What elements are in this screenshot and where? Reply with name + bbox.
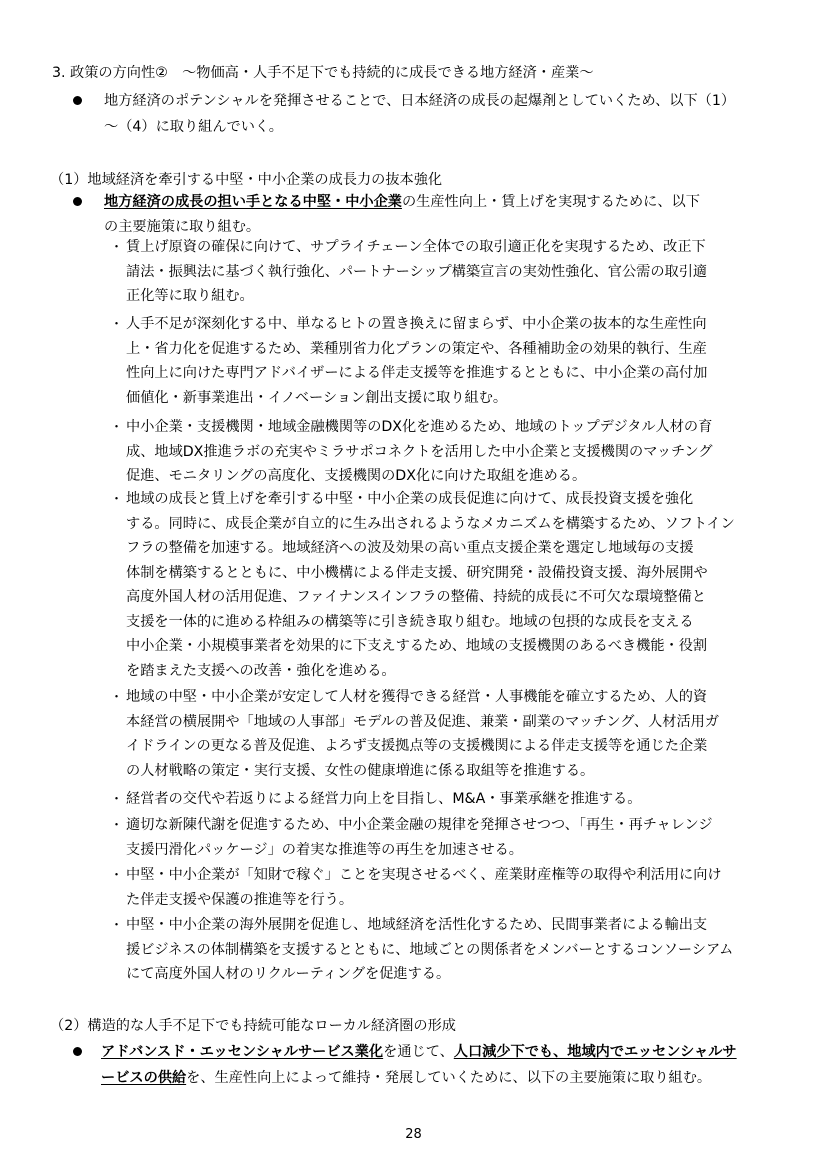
list-item-line: 支援円滑化パッケージ」の着実な推進等の再生を加速させる。 — [126, 841, 523, 858]
section-2-lead-line-2 — [101, 1071, 711, 1085]
list-item-line: 中堅・中小企業の海外展開を促進し、地域経済を活性化するため、民間事業者による輸出支 — [126, 917, 708, 933]
list-item-line: 体制を構築するとともに、中小機構による伴走支援、研究開発・設備投資支援、海外展開や — [126, 564, 708, 581]
bullet-circle-icon — [73, 197, 82, 206]
list-item-line: 中小企業・支援機関・地域金融機関等のDX化を進めるため、地域のトップデジタル人材の育 — [126, 419, 713, 435]
sub-bullet-icon: ・ — [110, 492, 124, 507]
list-item-line: 地域の中堅・中小企業が安定して人材を獲得できる経営・人事機能を確立するため、人的資 — [126, 689, 708, 705]
list-item-line: を踏まえた支援への改善・強化を進める。 — [126, 662, 396, 679]
list-item-line: の人材戦略の策定・実行支援、女性の健康増進に係る取組等を推進する。 — [126, 762, 595, 779]
emphasis-text: 地方経済の成長の担い手となる中堅・中小企業 — [104, 194, 402, 210]
sub-bullet-icon: ・ — [110, 420, 124, 435]
lead-text: を、生産性向上によって維持・発展していくために、以下の主要施策に取り組む。 — [186, 1070, 712, 1086]
list-item-line: 賃上げ原資の確保に向けて、サプライチェーン全体での取引適正化を実現するため、改正下 — [126, 239, 706, 255]
list-item-line: 正化等に取り組む。 — [126, 288, 254, 304]
sub-bullet-icon: ・ — [110, 818, 124, 833]
list-item-line: 促進、モニタリングの高度化、支援機関のDX化に向けた取組を進める。 — [126, 468, 587, 484]
sub-bullet-icon: ・ — [110, 240, 124, 255]
section-2-lead-line-1 — [101, 1045, 737, 1059]
list-item-line: 中堅・中小企業が「知財で稼ぐ」ことを実現させるべく、産業財産権等の取得や利活用に向け — [126, 867, 722, 883]
sub-bullet-icon: ・ — [110, 690, 124, 705]
section-1-lead-line-1 — [104, 195, 700, 209]
list-item-line: た伴走支援や保護の推進等を行う。 — [126, 891, 354, 908]
list-item-line: 経営者の交代や若返りによる経営力向上を目指し、M&A・事業承継を推進する。 — [126, 791, 642, 807]
list-item-line: フラの整備を加速する。地域経済への波及効果の高い重点支援企業を選定し地域毎の支援 — [126, 540, 694, 556]
list-item-line: 価値化・新事業進出・イノベーション創出支援に取り組む。 — [126, 389, 508, 406]
list-item-line: 援ビジネスの体制構築を支援するとともに、地域ごとの関係者をメンバーとするコンソーシアム — [126, 941, 734, 958]
list-item-line: 請法・振興法に基づく執行強化、パートナーシップ構築宣言の実効性強化、官公需の取引適 — [126, 263, 708, 280]
list-item-line: 性向上に向けた専門アドバイザーによる伴走支援等を推進するとともに、中小企業の高付加 — [126, 365, 708, 381]
list-item-line: 適切な新陳代謝を促進するため、中小企業金融の規律を発揮させつつ、「再生・再チャレンジ — [126, 817, 713, 833]
sub-bullet-icon: ・ — [110, 868, 124, 883]
section-1-title: （1）地域経済を牽引する中堅・中小企業の成長力の抜本強化 — [50, 172, 443, 188]
lead-text: の生産性向上・賃上げを実現するために、以下 — [401, 194, 700, 210]
list-item-line: する。同時に、成長企業が自立的に生み出されるようなメカニズムを構築するため、ソフトイン — [126, 515, 735, 532]
list-item-line: 成、地域DX推進ラボの充実やミラサポコネクトを活用した中小企業と支援機関のマッチング — [126, 443, 713, 460]
bullet-circle-icon — [73, 96, 82, 105]
emphasis-text: 人口減少下でも、地域内でエッセンシャルサ — [453, 1044, 737, 1060]
list-item-line: 人手不足が深刻化する中、単なるヒトの置き換えに留まらず、中小企業の抜本的な生産性向 — [126, 316, 707, 332]
page-number: 28 — [405, 1127, 422, 1142]
section-1-lead-line-2: の主要施策に取り組む。 — [104, 219, 261, 235]
list-item-line: にて高度外国人材のリクルーティングを促進する。 — [126, 966, 451, 982]
list-item-line: 支援を一体的に進める枠組みの構築等に引き続き取り組む。地域の包摂的な成長を支える — [126, 613, 694, 630]
list-item-line: 上・省力化を促進するため、業種別省力化プランの策定や、各種補助金の効果的執行、生産 — [126, 340, 707, 357]
intro-line-1: 地方経済のポテンシャルを発揮させることで、日本経済の成長の起爆剤としていくため、以下（1） — [104, 93, 736, 109]
emphasis-text: ービスの供給 — [101, 1070, 187, 1086]
lead-text: を通じて、 — [383, 1044, 454, 1060]
list-item-line: 中小企業・小規模事業者を効果的に下支えするため、地域の支援機関のあるべき機能・役割 — [126, 638, 708, 654]
sub-bullet-icon: ・ — [110, 792, 124, 807]
sub-bullet-icon: ・ — [110, 918, 124, 933]
emphasis-text: アドバンスド・エッセンシャルサービス業化 — [101, 1044, 384, 1060]
bullet-circle-icon — [73, 1047, 82, 1056]
list-item-line: 高度外国人材の活用促進、ファイナンスインフラの整備、持続的成長に不可欠な環境整備と — [126, 589, 706, 605]
list-item-line: イドラインの更なる普及促進、よろず支援拠点等の支援機関による伴走支援等を通じた企業 — [126, 738, 708, 754]
sub-bullet-icon: ・ — [110, 317, 124, 332]
list-item-line: 地域の成長と賃上げを牽引する中堅・中小企業の成長促進に向けて、成長投資支援を強化 — [126, 491, 694, 507]
intro-line-2: ～（4）に取り組んでいく。 — [104, 119, 283, 135]
section-2-title: （2）構造的な人手不足下でも持続可能なローカル経済圏の形成 — [50, 1018, 456, 1034]
list-item-line: 本経営の横展開や「地域の人事部」モデルの普及促進、兼業・副業のマッチング、人材活用ガ — [126, 713, 720, 730]
section-heading-3: 3. 政策の方向性② ～物価高・人手不足下でも持続的に成長できる地方経済・産業～ — [52, 65, 594, 81]
